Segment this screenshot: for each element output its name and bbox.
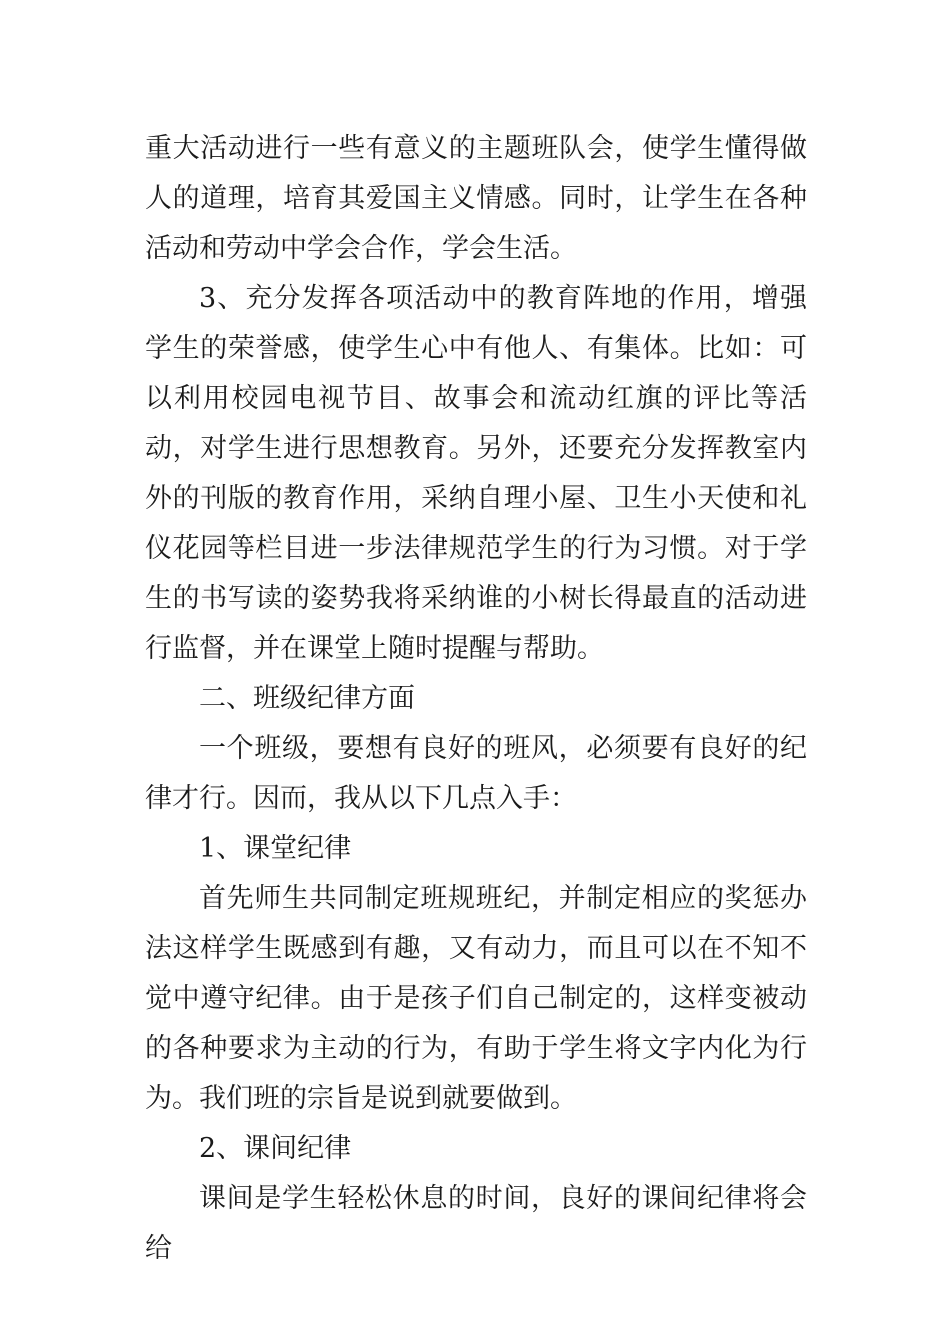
paragraph-continuation: 重大活动进行一些有意义的主题班队会，使学生懂得做人的道理，培育其爱国主义情感。同时，让学生在各种活动和劳动中学会合作，学会生活。	[145, 133, 807, 264]
document-body	[145, 124, 807, 1274]
section-heading-discipline: 二、班级纪律方面	[199, 683, 415, 714]
subheading-break-discipline: 2、课间纪律	[199, 1133, 352, 1164]
paragraph-classroom-discipline: 首先师生共同制定班规班纪，并制定相应的奖惩办法这样学生既感到有趣，又有动力，而且可以在不知不觉中遵守纪律。由于是孩子们自己制定的，这样变被动的各种要求为主动的行为，有助于学生将文字内化为行为。我们班的宗旨是说到就要做到。	[145, 883, 807, 1114]
subheading-classroom-discipline: 1、课堂纪律	[199, 833, 352, 864]
paragraph-discipline-intro: 一个班级，要想有良好的班风，必须要有良好的纪律才行。因而，我从以下几点入手：	[145, 733, 807, 814]
paragraph-activities: 3、充分发挥各项活动中的教育阵地的作用，增强学生的荣誉感，使学生心中有他人、有集体。比如：可以利用校园电视节目、故事会和流动红旗的评比等活动，对学生进行思想教育。另外，还要充分发挥教室内外的刊版的教育作用，采纳自理小屋、卫生小天使和礼仪花园等栏目进一步法律规范学生的行为习惯。对于学生的书写读的姿势我将采纳谁的小树长得最直的活动进行监督，并在课堂上随时提醒与帮助。	[145, 283, 807, 664]
paragraph-break-discipline: 课间是学生轻松休息的时间，良好的课间纪律将会给	[145, 1183, 807, 1264]
